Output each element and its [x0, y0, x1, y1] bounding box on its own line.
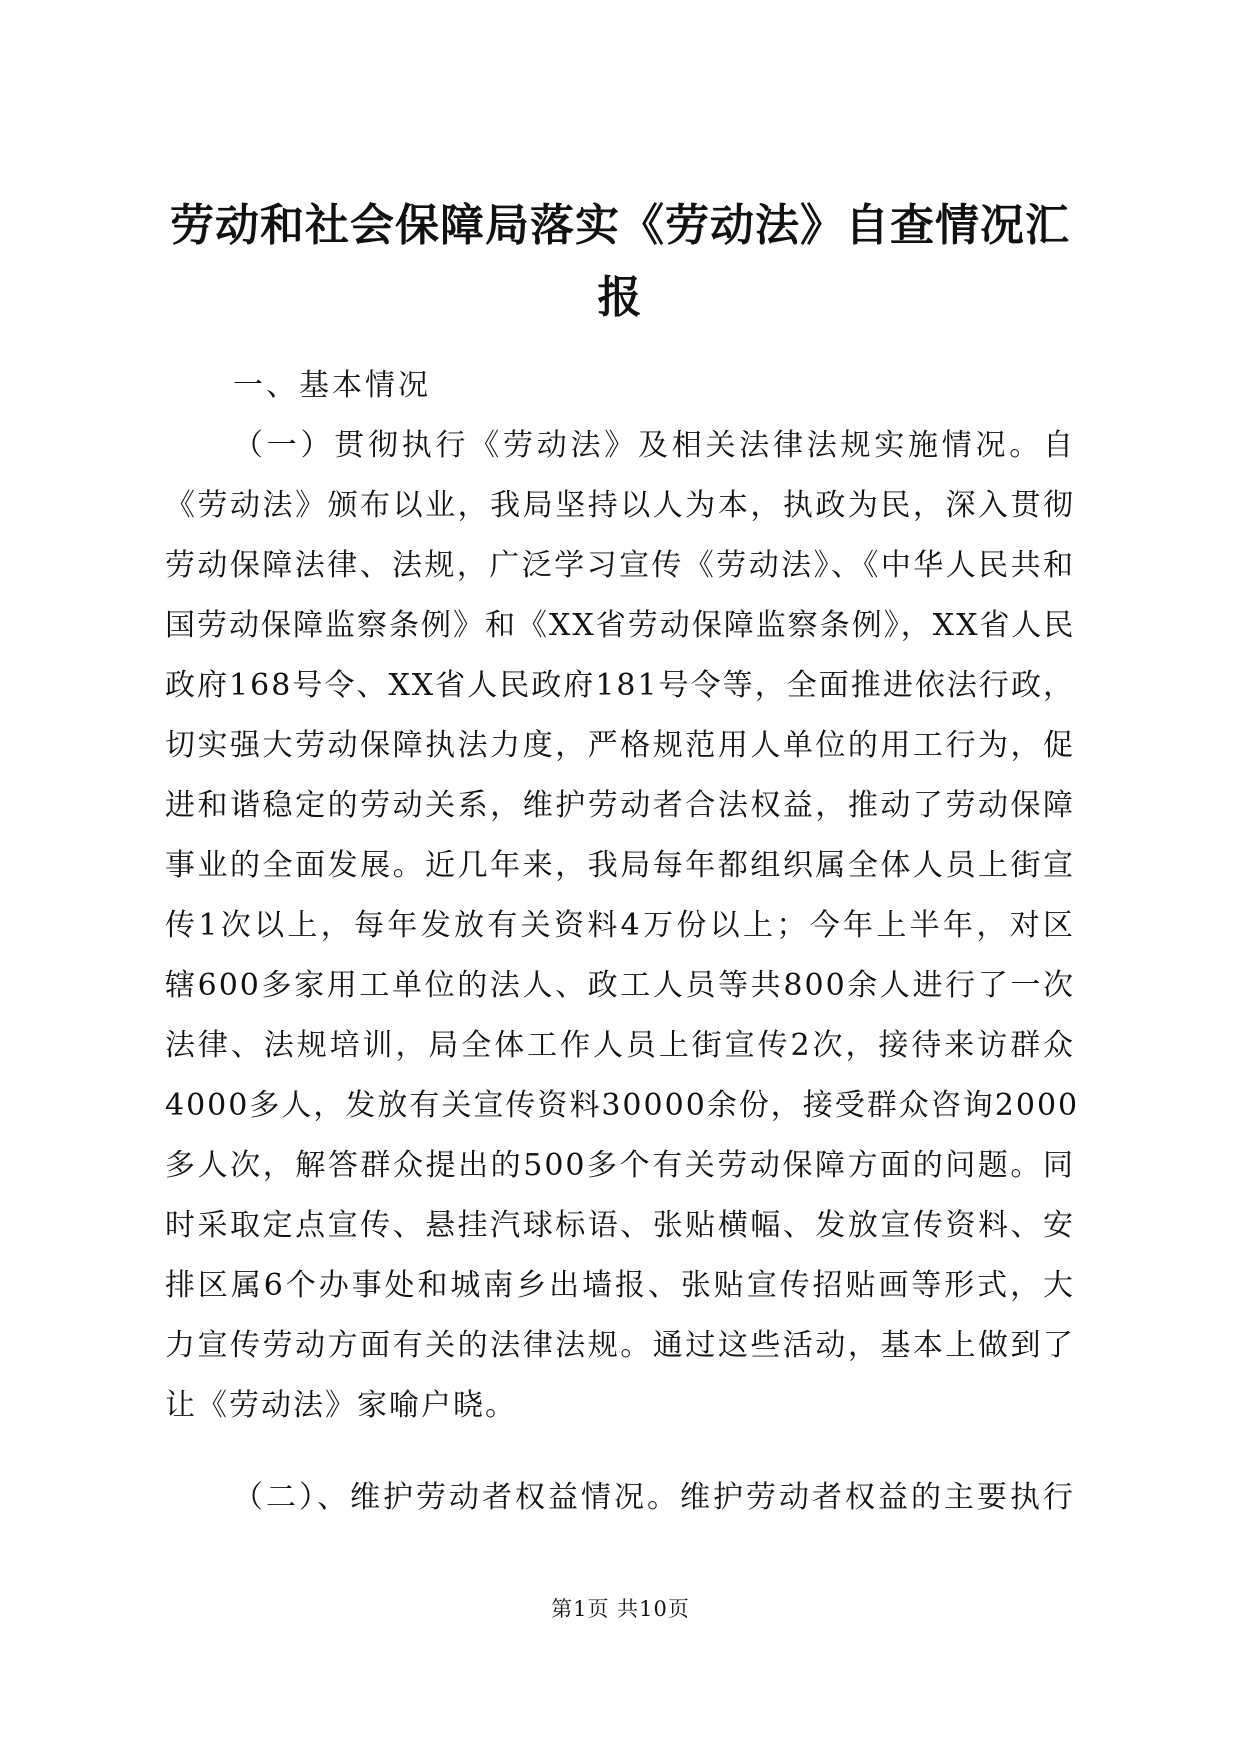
paragraph-line: 切实强大劳动保障执法力度，严格规范用人单位的用工行为，促 — [165, 728, 1075, 763]
page-number: 第1页 共10页 — [551, 1597, 690, 1621]
paragraph-line: 排区属6个办事处和城南乡出墙报、张贴宣传招贴画等形式，大 — [165, 1268, 1075, 1303]
paragraph-line: 法律、法规培训，局全体工作人员上街宣传2次，接待来访群众 — [165, 1028, 1075, 1063]
paragraph-line: 劳动保障法律、法规，广泛学习宣传《劳动法》、《中华人民共和 — [165, 548, 1075, 583]
document-body — [165, 356, 1080, 1528]
paragraph-line: 进和谐稳定的劳动关系，维护劳动者合法权益，推动了劳动保障 — [165, 788, 1075, 823]
paragraph-line: 传1次以上，每年发放有关资料4万份以上；今年上半年，对区 — [165, 908, 1075, 943]
document-title: 劳动和社会保障局落实《劳动法》自查情况汇报 — [170, 200, 1070, 323]
paragraph-2 — [165, 1468, 1075, 1528]
paragraph-line: 《劳动法》颁布以业，我局坚持以人为本，执政为民，深入贯彻 — [165, 488, 1075, 523]
paragraph-line: 让《劳动法》家喻户晓。 — [165, 1388, 517, 1423]
paragraph-line: 国劳动保障监察条例》和《XX省劳动保障监察条例》，XX省人民 — [165, 608, 1076, 643]
paragraph-line: 4000多人，发放有关宣传资料30000余份，接受群众咨询2000 — [165, 1088, 1080, 1123]
paragraph-spacer — [165, 1436, 1075, 1468]
section-heading: 一、基本情况 — [233, 368, 431, 403]
paragraph-line: （二）、维护劳动者权益情况。维护劳动者权益的主要执行 — [233, 1480, 1075, 1515]
paragraph-line: 事业的全面发展。近几年来，我局每年都组织属全体人员上街宣 — [165, 848, 1075, 883]
paragraph-line: 时采取定点宣传、悬挂汽球标语、张贴横幅、发放宣传资料、安 — [165, 1208, 1075, 1243]
paragraph-line: 多人次，解答群众提出的500多个有关劳动保障方面的问题。同 — [165, 1148, 1075, 1183]
paragraph-line: （一）贯彻执行《劳动法》及相关法律法规实施情况。自 — [233, 428, 1075, 463]
paragraph-1 — [165, 416, 1080, 1436]
paragraph-line: 辖600多家用工单位的法人、政工人员等共800余人进行了一次 — [165, 968, 1075, 1003]
paragraph-line: 政府168号令、XX省人民政府181号令等，全面推进依法行政， — [165, 668, 1075, 703]
paragraph-line: 力宣传劳动方面有关的法律法规。通过这些活动，基本上做到了 — [165, 1328, 1075, 1363]
